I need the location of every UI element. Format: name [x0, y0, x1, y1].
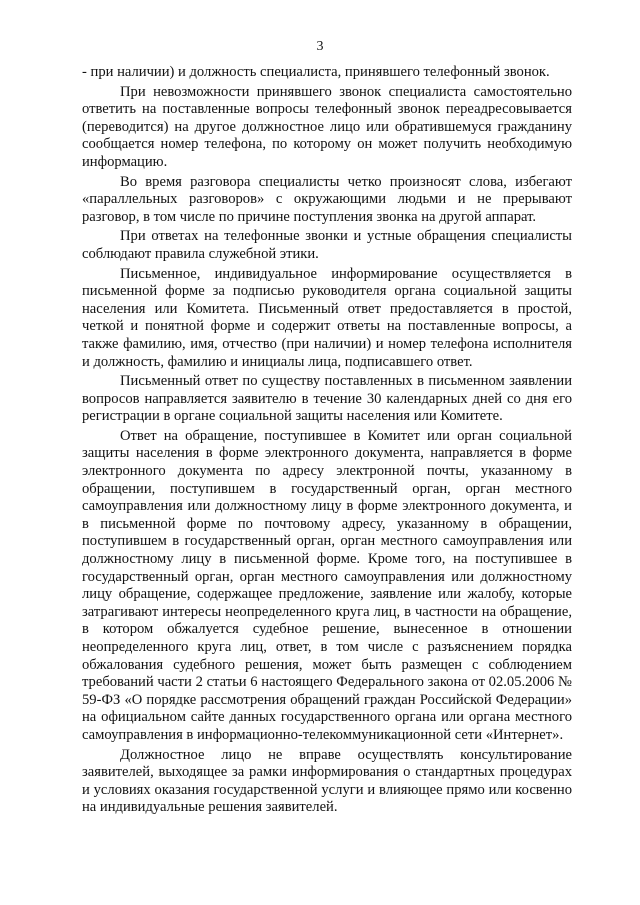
paragraph-electronic-response: Ответ на обращение, поступившее в Комитет или орган социальной защиты населения в форме электронного документа, направляется в форме электронного документа по адресу электронной почты, указанному в обращении, поступившем в государственный орган, орган местного самоуправления или должностному лицу в форме электронного документа, и в письменной форме по почтовому адресу, указанному в обращении, поступившем в государственный орган, орган местного самоуправления или должностному лицу в письменной форме. Кроме того, на поступившее в государственный орган, орган местного самоуправления или должностному лицу обращение, содержащее предложение, заявление или жалобу, которые затрагивают интересы неопределенного круга лиц, в частности на обращение, в котором обжалуется судебное решение, вынесенное в отношении неопределенного круга лиц, ответ, в том числе с разъяснением порядка обжалования судебного решения, может быть размещен с соблюдением требований части 2 статьи 6 настоящего Федерального закона от 02.05.2006 № 59-ФЗ «О порядке рассмотрения обращений граждан Российской Федерации» на официальном сайте данных государственного органа или органа местного самоуправления в информационно-телекоммуникационной сети «Интернет». — [82, 427, 572, 743]
paragraph-written-info: Письменное, индивидуальное информирование осуществляется в письменной форме за подписью руководителя органа социальной защиты населения или Комитета. Письменный ответ предоставляется в простой, четкой и понятной форме и содержит ответы на поставленные вопросы, а также фамилию, имя, отчество (при наличии) и номер телефона исполнителя и должность, фамилию и инициалы лица, подписавшего ответ. — [82, 265, 572, 370]
paragraph-response-term: Письменный ответ по существу поставленных в письменном заявлении вопросов направляется заявителю в течение 30 календарных дней со дня его регистрации в органе социальной защиты населения или Комитете. — [82, 373, 572, 425]
body-text — [82, 64, 572, 819]
paragraph-continuation: - при наличии) и должность специалиста, принявшего телефонный звонок. — [82, 64, 550, 80]
paragraph-call-redirect: При невозможности принявшего звонок специалиста самостоятельно ответить на поставленные вопросы телефонный звонок переадресовывается (переводится) на другое должностное лицо или обратившемуся гражданину сообщается номер телефона, по которому он может получить необходимую информацию. — [82, 83, 572, 170]
paragraph-ethics: При ответах на телефонные звонки и устные обращения специалисты соблюдают правила служебной этики. — [82, 228, 572, 262]
page-number: 3 — [316, 39, 324, 54]
paragraph-speech-rules: Во время разговора специалисты четко произносят слова, избегают «параллельных разговоров» с окружающими людьми и не прерывают разговор, в том числе по причине поступления звонка на другой аппарат. — [82, 173, 572, 225]
paragraph-consulting-limits: Должностное лицо не вправе осуществлять консультирование заявителей, выходящее за рамки информирования о стандартных процедурах и условиях оказания государственной услуги и влияющее прямо или косвенно на индивидуальные решения заявителей. — [82, 746, 572, 816]
